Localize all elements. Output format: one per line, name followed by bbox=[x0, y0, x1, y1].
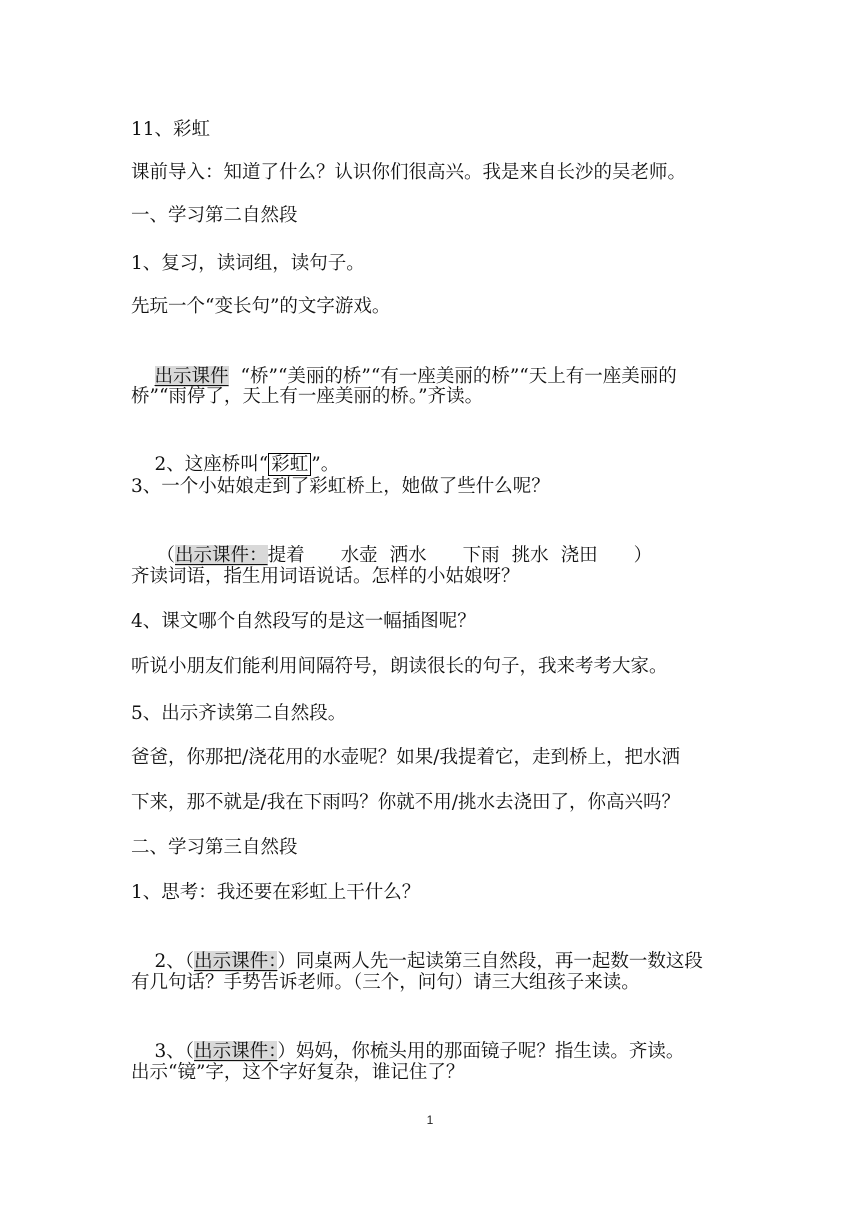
boxed-word: 彩虹 bbox=[268, 453, 311, 476]
word: 浇田 bbox=[560, 545, 598, 566]
text-run: ） bbox=[633, 545, 653, 566]
paragraph: 5、出示齐读第二自然段。 bbox=[131, 703, 347, 724]
word: 洒水 bbox=[389, 545, 427, 566]
section-heading: 一、学习第二自然段 bbox=[131, 205, 298, 226]
section-heading: 二、学习第三自然段 bbox=[131, 837, 298, 858]
word: 提着 bbox=[267, 545, 305, 566]
text-run: ）妈妈，你梳头用的那面镜子呢？指生读。齐读。 bbox=[277, 1041, 685, 1062]
courseware-highlight: 出示课件： bbox=[175, 545, 268, 566]
word: 水壶 bbox=[340, 545, 378, 566]
paragraph: 4、课文哪个自然段写的是这一幅插图呢？ bbox=[131, 611, 476, 632]
paragraph: 1、思考：我还要在彩虹上干什么？ bbox=[131, 882, 421, 903]
paragraph: 有几句话？手势告诉老师。（三个，问句）请三大组孩子来读。 bbox=[131, 972, 640, 993]
paragraph: 先玩一个“变长句”的文字游戏。 bbox=[131, 296, 391, 317]
text-run: ）同桌两人先一起读第三自然段，再一起数一数这段 bbox=[277, 951, 703, 972]
paragraph: 齐读词语，指生用词语说话。怎样的小姑娘呀？ bbox=[131, 566, 520, 587]
text-run: 2、（ bbox=[154, 951, 195, 972]
text-run: 3、（ bbox=[154, 1041, 195, 1062]
paragraph: 爸爸，你那把/浇花用的水壶呢？如果/我提着它，走到桥上，把水洒 bbox=[131, 747, 680, 768]
lesson-title: 11、彩虹 bbox=[131, 119, 211, 140]
courseware-highlight: 出示课件 bbox=[154, 366, 229, 387]
courseware-highlight: 出示课件： bbox=[194, 1041, 278, 1062]
paragraph: 课前导入：知道了什么？认识你们很高兴。我是来自长沙的吴老师。 bbox=[131, 162, 687, 183]
paragraph: 桥”“雨停了，天上有一座美丽的桥。”齐读。 bbox=[131, 386, 484, 407]
paragraph: 3、一个小姑娘走到了彩虹桥上，她做了些什么呢？ bbox=[131, 476, 550, 497]
text-run: ”。 bbox=[311, 454, 340, 475]
page-number: 1 bbox=[426, 1113, 434, 1127]
text-run: “桥”“美丽的桥”“有一座美丽的桥”“天上有一座美丽的 bbox=[240, 366, 677, 387]
word: 下雨 bbox=[462, 545, 500, 566]
paragraph: 1、复习，读词组，读句子。 bbox=[131, 253, 365, 274]
text-run: （ bbox=[156, 545, 176, 566]
paragraph: 出示“镜”字，这个字好复杂，谁记住了？ bbox=[131, 1062, 465, 1083]
paragraph: 听说小朋友们能利用间隔符号，朗读很长的句子，我来考考大家。 bbox=[131, 656, 668, 677]
paragraph: 下来，那不就是/我在下雨吗？你就不用/挑水去浇田了，你高兴吗？ bbox=[131, 792, 680, 813]
word: 挑水 bbox=[511, 545, 549, 566]
courseware-highlight: 出示课件： bbox=[194, 951, 278, 972]
text-run: 2、这座桥叫“ bbox=[154, 454, 269, 475]
